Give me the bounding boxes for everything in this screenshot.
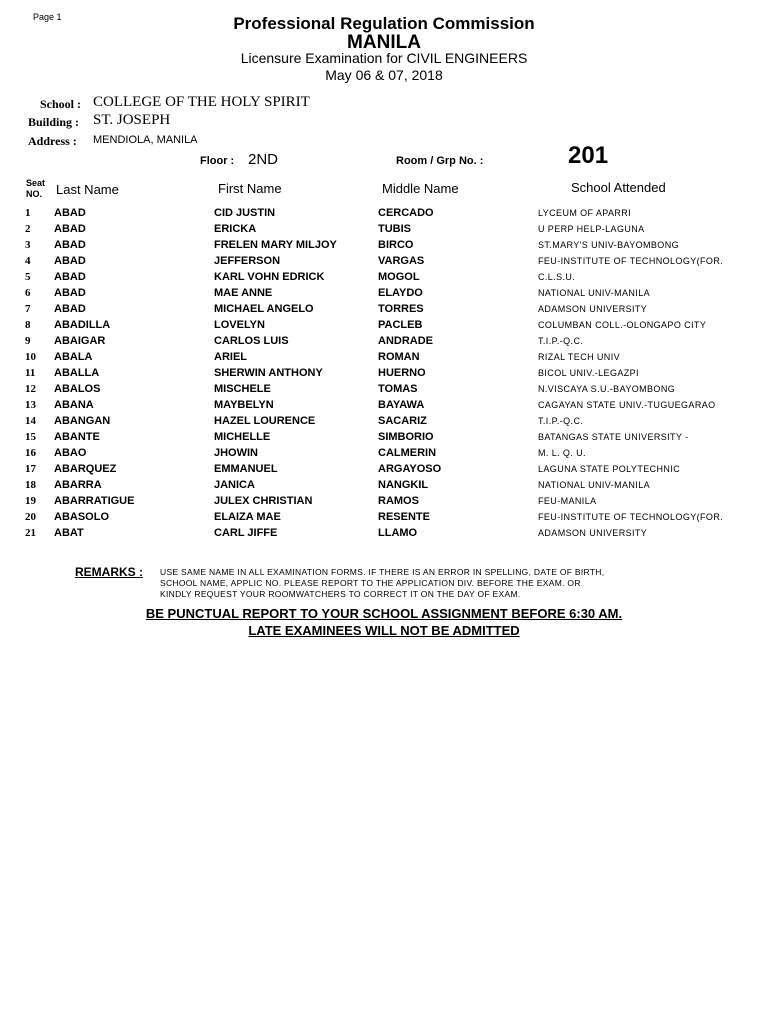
school-attended: FEU-INSTITUTE OF TECHNOLOGY(FOR. [538, 256, 724, 266]
remarks-label: REMARKS : [75, 565, 143, 579]
last-name: ABARQUEZ [54, 463, 117, 475]
last-name: ABARRA [54, 479, 102, 491]
punctuality-notice: BE PUNCTUAL REPORT TO YOUR SCHOOL ASSIGNMENT BEFORE 6:30 AM. [145, 606, 623, 621]
last-name: ABARRATIGUE [54, 495, 135, 507]
first-name: EMMANUEL [214, 463, 278, 475]
last-name: ABAD [54, 223, 86, 235]
table-row [0, 525, 768, 541]
seat-number: 4 [25, 255, 31, 267]
school-attended: CAGAYAN STATE UNIV.-TUGUEGARAO [538, 400, 716, 410]
remarks-text [160, 567, 680, 600]
middle-name: ELAYDO [378, 287, 423, 299]
school-attended-header: School Attended [571, 180, 666, 195]
middle-name: ARGAYOSO [378, 463, 442, 475]
table-row [0, 253, 768, 269]
school-attended: C.L.S.U. [538, 272, 576, 282]
seat-number: 1 [25, 207, 31, 219]
address-label: Address : [28, 134, 77, 148]
middle-name: SIMBORIO [378, 431, 434, 443]
page-number: Page 1 [33, 12, 62, 22]
table-row [0, 397, 768, 413]
first-name-header: First Name [218, 181, 282, 196]
middle-name: ANDRADE [378, 335, 433, 347]
last-name: ABASOLO [54, 511, 109, 523]
first-name: CID JUSTIN [214, 207, 276, 219]
first-name: JHOWIN [214, 447, 258, 459]
school-attended: LYCEUM OF APARRI [538, 208, 632, 218]
seat-number: 21 [25, 527, 36, 539]
seat-number: 2 [25, 223, 31, 235]
last-name: ABAO [54, 447, 87, 459]
remarks-line: USE SAME NAME IN ALL EXAMINATION FORMS. IF THERE IS AN ERROR IN SPELLING, DATE OF BIRTH, [160, 567, 605, 577]
first-name: MISCHELE [214, 383, 271, 395]
last-name-header: Last Name [56, 182, 119, 197]
floor-label: Floor : [200, 155, 235, 167]
seat-number: 13 [25, 399, 36, 411]
school-attended: BICOL UNIV.-LEGAZPI [538, 368, 639, 378]
first-name: ELAIZA MAE [214, 511, 281, 523]
school-attended: T.I.P.-Q.C. [538, 336, 584, 346]
seat-number: 20 [25, 511, 36, 523]
school-attended: COLUMBAN COLL.-OLONGAPO CITY [538, 320, 707, 330]
floor-value: 2ND [248, 151, 279, 168]
last-name: ABAD [54, 255, 86, 267]
seat-number: 5 [25, 271, 31, 283]
examinee-list [0, 205, 768, 541]
seat-number: 10 [25, 351, 36, 363]
school-attended: ST.MARY'S UNIV-BAYOMBONG [538, 240, 680, 250]
last-name: ABALLA [54, 367, 100, 379]
table-row [0, 237, 768, 253]
last-name: ABAD [54, 303, 86, 315]
table-row [0, 317, 768, 333]
last-name: ABALOS [54, 383, 101, 395]
seat-number: 3 [25, 239, 31, 251]
last-name: ABAD [54, 239, 86, 251]
last-name: ABAIGAR [54, 335, 106, 347]
middle-name: ROMAN [378, 351, 420, 363]
table-row [0, 285, 768, 301]
table-row [0, 445, 768, 461]
first-name: LOVELYN [214, 319, 265, 331]
table-row [0, 477, 768, 493]
middle-name: SACARIZ [378, 415, 427, 427]
seat-number: 8 [25, 319, 31, 331]
first-name: CARL JIFFE [214, 527, 278, 539]
first-name: HAZEL LOURENCE [214, 415, 316, 427]
last-name: ABANA [54, 399, 94, 411]
first-name: ARIEL [214, 351, 247, 363]
last-name: ABAD [54, 271, 86, 283]
school-attended: T.I.P.-Q.C. [538, 416, 584, 426]
seat-number: 7 [25, 303, 31, 315]
middle-name: RAMOS [378, 495, 419, 507]
exam-title: Licensure Examination for CIVIL ENGINEERS [240, 50, 528, 66]
school-attended: ADAMSON UNIVERSITY [538, 528, 648, 538]
first-name: FRELEN MARY MILJOY [214, 239, 337, 251]
table-row [0, 349, 768, 365]
late-notice: LATE EXAMINEES WILL NOT BE ADMITTED [248, 623, 520, 638]
seat-number: 12 [25, 383, 36, 395]
school-attended: FEU-INSTITUTE OF TECHNOLOGY(FOR. [538, 512, 724, 522]
school-attended: U PERP HELP-LAGUNA [538, 224, 645, 234]
exam-dates: May 06 & 07, 2018 [325, 67, 443, 83]
building-label: Building : [28, 115, 80, 129]
seat-number: 6 [25, 287, 31, 299]
table-row [0, 301, 768, 317]
middle-name: TUBIS [378, 223, 411, 235]
first-name: MICHELLE [214, 431, 271, 443]
seat-header-line1: Seat [26, 178, 46, 188]
school-attended: M. L. Q. U. [538, 448, 586, 458]
remarks-line: SCHOOL NAME, APPLIC NO. PLEASE REPORT TO THE APPLICATION DIV. BEFORE THE EXAM. OR [160, 578, 581, 588]
school-attended: BATANGAS STATE UNIVERSITY - [538, 432, 689, 442]
middle-name: MOGOL [378, 271, 420, 283]
first-name: MICHAEL ANGELO [214, 303, 314, 315]
seat-number: 11 [25, 367, 36, 379]
table-row [0, 365, 768, 381]
table-row [0, 381, 768, 397]
first-name: ERICKA [214, 223, 257, 235]
table-row [0, 429, 768, 445]
school-attended: RIZAL TECH UNIV [538, 352, 621, 362]
middle-name: LLAMO [378, 527, 418, 539]
last-name: ABAD [54, 207, 86, 219]
school-attended: NATIONAL UNIV-MANILA [538, 288, 651, 298]
middle-name: BAYAWA [378, 399, 425, 411]
table-row [0, 333, 768, 349]
seat-number: 18 [25, 479, 36, 491]
building-value: ST. JOSEPH [93, 112, 171, 128]
table-row [0, 413, 768, 429]
table-row [0, 509, 768, 525]
school-attended: LAGUNA STATE POLYTECHNIC [538, 464, 681, 474]
first-name: CARLOS LUIS [214, 335, 289, 347]
middle-name: RESENTE [378, 511, 430, 523]
school-value: COLLEGE OF THE HOLY SPIRIT [93, 94, 310, 110]
seat-number: 14 [25, 415, 36, 427]
middle-name: BIRCO [378, 239, 414, 251]
organization-title: Professional Regulation Commission [233, 14, 535, 33]
city-title: MANILA [347, 32, 421, 53]
school-attended: FEU-MANILA [538, 496, 597, 506]
middle-name-header: Middle Name [382, 181, 459, 196]
last-name: ABADILLA [54, 319, 111, 331]
middle-name: HUERNO [378, 367, 426, 379]
last-name: ABANTE [54, 431, 100, 443]
seat-number: 19 [25, 495, 36, 507]
remarks-line: KINDLY REQUEST YOUR ROOMWATCHERS TO CORRECT IT ON THE DAY OF EXAM. [160, 589, 521, 599]
first-name: MAE ANNE [214, 287, 273, 299]
last-name: ABAD [54, 287, 86, 299]
seat-number: 15 [25, 431, 36, 443]
school-attended: NATIONAL UNIV-MANILA [538, 480, 651, 490]
seat-number: 17 [25, 463, 36, 475]
middle-name: TOMAS [378, 383, 418, 395]
seat-number: 9 [25, 335, 31, 347]
middle-name: CERCADO [378, 207, 434, 219]
seat-number: 16 [25, 447, 36, 459]
middle-name: CALMERIN [378, 447, 437, 459]
address-value: MENDIOLA, MANILA [93, 134, 198, 146]
first-name: JANICA [214, 479, 255, 491]
table-row [0, 221, 768, 237]
school-attended: N.VISCAYA S.U.-BAYOMBONG [538, 384, 676, 394]
first-name: SHERWIN ANTHONY [214, 367, 323, 379]
middle-name: TORRES [378, 303, 424, 315]
last-name: ABALA [54, 351, 93, 363]
first-name: JEFFERSON [214, 255, 281, 267]
room-label: Room / Grp No. : [396, 155, 484, 167]
last-name: ABANGAN [54, 415, 111, 427]
school-attended: ADAMSON UNIVERSITY [538, 304, 648, 314]
first-name: MAYBELYN [214, 399, 274, 411]
table-row [0, 493, 768, 509]
middle-name: NANGKIL [378, 479, 429, 491]
room-value: 201 [568, 142, 609, 169]
first-name: JULEX CHRISTIAN [214, 495, 313, 507]
table-row [0, 269, 768, 285]
last-name: ABAT [54, 527, 84, 539]
school-label: School : [40, 97, 82, 111]
table-row [0, 205, 768, 221]
middle-name: VARGAS [378, 255, 425, 267]
middle-name: PACLEB [378, 319, 423, 331]
table-row [0, 461, 768, 477]
first-name: KARL VOHN EDRICK [214, 271, 325, 283]
seat-header-line2: NO. [26, 189, 43, 199]
